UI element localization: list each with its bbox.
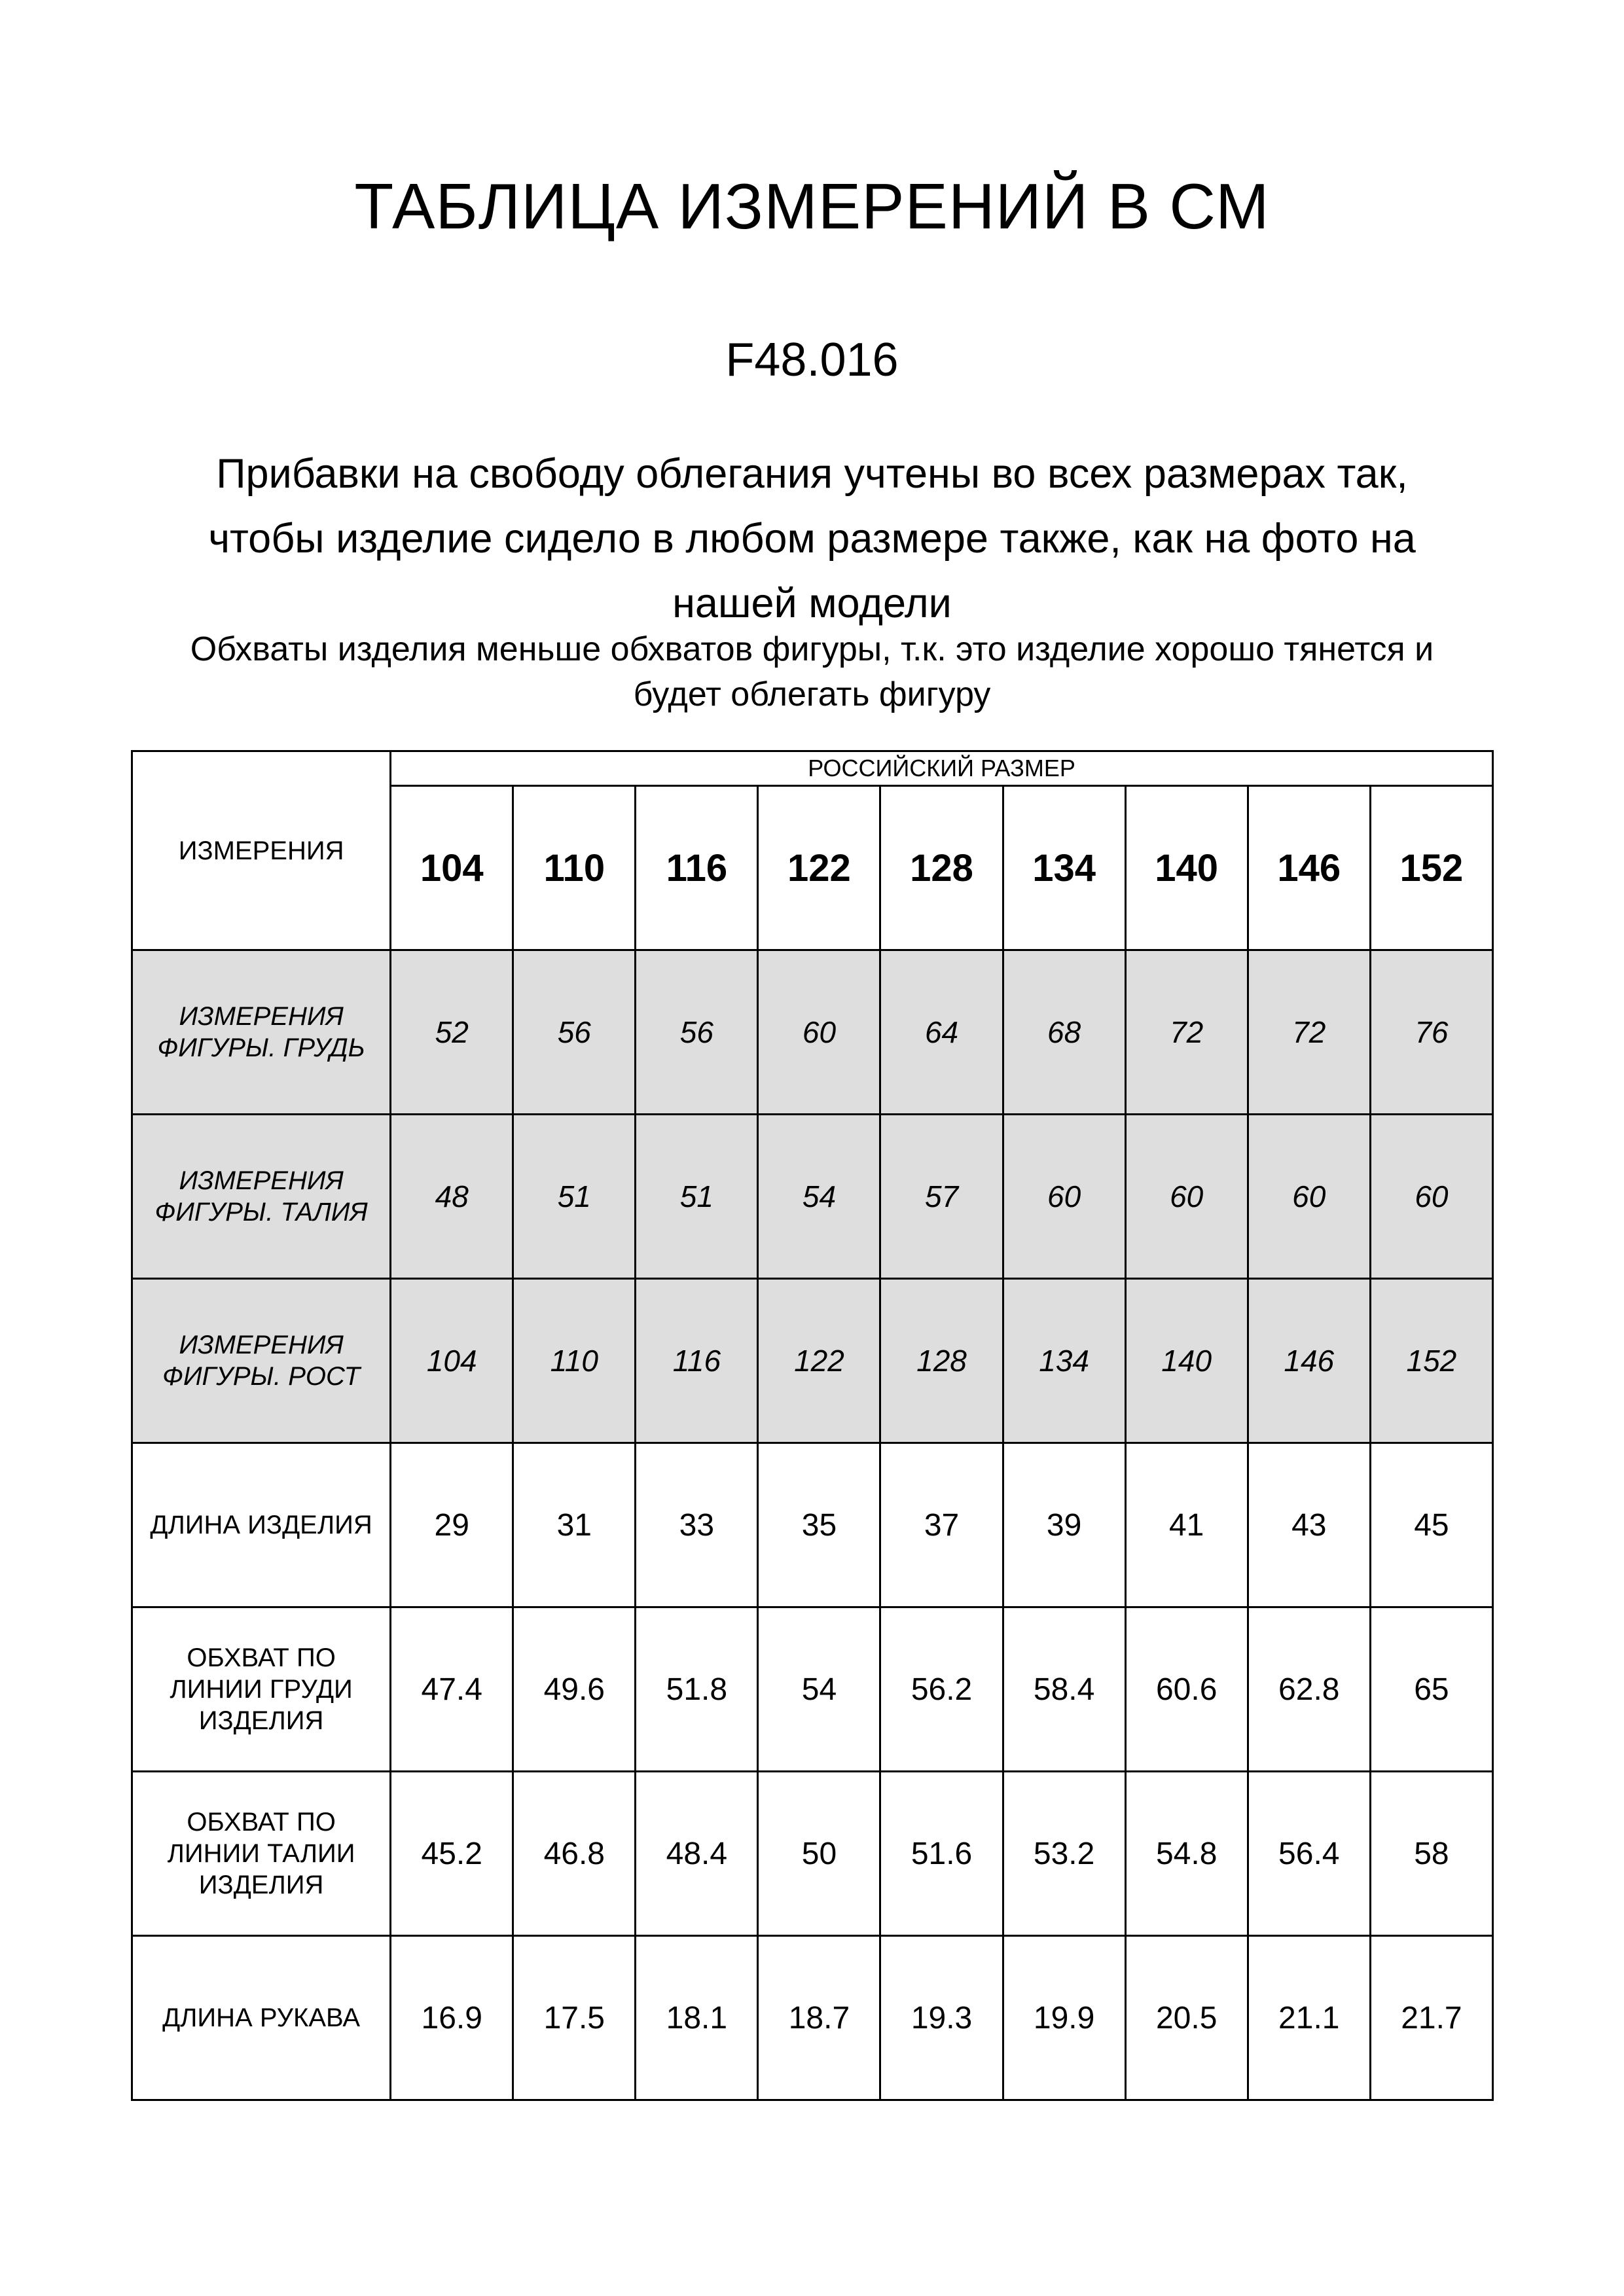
measurement-row <box>132 1279 1493 1443</box>
measurement-value: 35 <box>758 1443 880 1607</box>
measurement-value: 57 <box>880 1115 1003 1279</box>
measurement-value: 33 <box>636 1443 758 1607</box>
measurement-label <box>132 1279 391 1443</box>
measurement-label-line: ИЗДЕЛИЯ <box>198 1871 324 1899</box>
measurement-value: 51.6 <box>880 1772 1003 1936</box>
measurement-value: 56.2 <box>880 1607 1003 1772</box>
measurement-value: 18.1 <box>636 1936 758 2100</box>
measurement-label <box>132 1115 391 1279</box>
measurement-value: 60 <box>1125 1115 1248 1279</box>
size-header-cell: 146 <box>1248 786 1370 950</box>
measurement-value: 19.9 <box>1003 1936 1125 2100</box>
size-header-cell: 152 <box>1370 786 1492 950</box>
measurement-value: 53.2 <box>1003 1772 1125 1936</box>
measurement-value: 45 <box>1370 1443 1492 1607</box>
size-chart-table <box>131 750 1494 2101</box>
measurement-value: 76 <box>1370 950 1492 1115</box>
measurement-value: 16.9 <box>391 1936 513 2100</box>
russian-size-header: РОССИЙСКИЙ РАЗМЕР <box>391 751 1493 786</box>
measurement-value: 140 <box>1125 1279 1248 1443</box>
measurement-value: 48.4 <box>636 1772 758 1936</box>
measurement-value: 51.8 <box>636 1607 758 1772</box>
measurement-value: 110 <box>513 1279 636 1443</box>
size-header-cell: 110 <box>513 786 636 950</box>
measurement-value: 47.4 <box>391 1607 513 1772</box>
measurement-value: 128 <box>880 1279 1003 1443</box>
measurement-value: 104 <box>391 1279 513 1443</box>
measurement-label-line: ФИГУРЫ. ГРУДЬ <box>157 1033 365 1062</box>
measurement-value: 48 <box>391 1115 513 1279</box>
measurement-value: 54 <box>758 1607 880 1772</box>
measurement-value: 54.8 <box>1125 1772 1248 1936</box>
fit-allowance-note <box>0 442 1624 636</box>
measurement-label-line: ОБХВАТ ПО <box>187 1643 336 1672</box>
measurement-value: 146 <box>1248 1279 1370 1443</box>
measurement-value: 68 <box>1003 950 1125 1115</box>
size-header-cell: 122 <box>758 786 880 950</box>
measurement-row <box>132 1443 1493 1607</box>
measurement-value: 60 <box>1003 1115 1125 1279</box>
measurement-label-line: ОБХВАТ ПО <box>187 1808 336 1837</box>
measurement-value: 17.5 <box>513 1936 636 2100</box>
measurement-value: 60 <box>1370 1115 1492 1279</box>
stretch-note-line: будет облегать фигуру <box>633 675 991 713</box>
measurement-value: 41 <box>1125 1443 1248 1607</box>
size-header-cell: 104 <box>391 786 513 950</box>
measurement-row <box>132 950 1493 1115</box>
measurement-value: 51 <box>636 1115 758 1279</box>
measurement-label-line: ЛИНИИ ТАЛИИ <box>167 1839 355 1868</box>
measurement-value: 18.7 <box>758 1936 880 2100</box>
measurement-label-line: ФИГУРЫ. ТАЛИЯ <box>154 1198 368 1227</box>
measurement-value: 58 <box>1370 1772 1492 1936</box>
measurement-label <box>132 1936 391 2100</box>
measurement-value: 72 <box>1125 950 1248 1115</box>
measurement-row <box>132 1115 1493 1279</box>
measurement-value: 65 <box>1370 1607 1492 1772</box>
measurement-value: 60 <box>1248 1115 1370 1279</box>
measurement-value: 46.8 <box>513 1772 636 1936</box>
measurement-value: 58.4 <box>1003 1607 1125 1772</box>
measurement-label-line: ДЛИНА ИЗДЕЛИЯ <box>150 1511 372 1539</box>
measurement-value: 37 <box>880 1443 1003 1607</box>
fit-allowance-note-line: чтобы изделие сидело в любом размере также, как на фото на <box>208 516 1416 562</box>
measurement-value: 43 <box>1248 1443 1370 1607</box>
measurement-value: 49.6 <box>513 1607 636 1772</box>
measurement-value: 19.3 <box>880 1936 1003 2100</box>
size-group-header-row <box>132 751 1493 786</box>
measurement-value: 52 <box>391 950 513 1115</box>
measurement-value: 122 <box>758 1279 880 1443</box>
measurement-label <box>132 1443 391 1607</box>
size-header-cell: 134 <box>1003 786 1125 950</box>
measurement-value: 60 <box>758 950 880 1115</box>
measurement-value: 51 <box>513 1115 636 1279</box>
measurement-value: 56 <box>636 950 758 1115</box>
measurement-value: 60.6 <box>1125 1607 1248 1772</box>
measurement-label-line: ФИГУРЫ. РОСТ <box>162 1362 361 1391</box>
stretch-note-line: Обхваты изделия меньше обхватов фигуры, т.к. это изделие хорошо тянется и <box>190 630 1434 668</box>
measurement-label <box>132 1607 391 1772</box>
measurement-value: 21.1 <box>1248 1936 1370 2100</box>
measurement-value: 29 <box>391 1443 513 1607</box>
measurement-row <box>132 1772 1493 1936</box>
measurement-value: 20.5 <box>1125 1936 1248 2100</box>
measurement-value: 54 <box>758 1115 880 1279</box>
page-title: ТАБЛИЦА ИЗМЕРЕНИЙ В СМ <box>354 170 1270 242</box>
measurement-label-line: ИЗДЕЛИЯ <box>198 1706 324 1735</box>
measurement-label <box>132 1772 391 1936</box>
measurement-value: 56 <box>513 950 636 1115</box>
measurement-value: 56.4 <box>1248 1772 1370 1936</box>
measurement-value: 152 <box>1370 1279 1492 1443</box>
measurement-row <box>132 1607 1493 1772</box>
measurement-value: 39 <box>1003 1443 1125 1607</box>
measurement-value: 50 <box>758 1772 880 1936</box>
size-chart-body <box>132 751 1493 2100</box>
measurement-value: 62.8 <box>1248 1607 1370 1772</box>
fit-allowance-note-line: Прибавки на свободу облегания учтены во всех размерах так, <box>216 451 1408 497</box>
measurement-value: 31 <box>513 1443 636 1607</box>
size-header-cell: 116 <box>636 786 758 950</box>
stretch-note <box>0 627 1624 717</box>
article-number: F48.016 <box>725 334 899 386</box>
fit-allowance-note-line: нашей модели <box>672 581 952 626</box>
size-header-cell: 128 <box>880 786 1003 950</box>
measurement-label-line: ЛИНИИ ГРУДИ <box>170 1675 353 1704</box>
measurement-label-line: ИЗМЕРЕНИЯ <box>179 1002 344 1031</box>
measurements-header: ИЗМЕРЕНИЯ <box>132 751 391 950</box>
measurement-label-line: ДЛИНА РУКАВА <box>162 2003 361 2032</box>
measurement-label <box>132 950 391 1115</box>
measurement-row <box>132 1936 1493 2100</box>
measurement-value: 21.7 <box>1370 1936 1492 2100</box>
measurement-label-line: ИЗМЕРЕНИЯ <box>179 1166 344 1195</box>
measurement-label-line: ИЗМЕРЕНИЯ <box>179 1331 344 1359</box>
measurement-value: 134 <box>1003 1279 1125 1443</box>
size-header-cell: 140 <box>1125 786 1248 950</box>
measurement-value: 64 <box>880 950 1003 1115</box>
measurement-value: 45.2 <box>391 1772 513 1936</box>
measurement-value: 116 <box>636 1279 758 1443</box>
measurement-value: 72 <box>1248 950 1370 1115</box>
